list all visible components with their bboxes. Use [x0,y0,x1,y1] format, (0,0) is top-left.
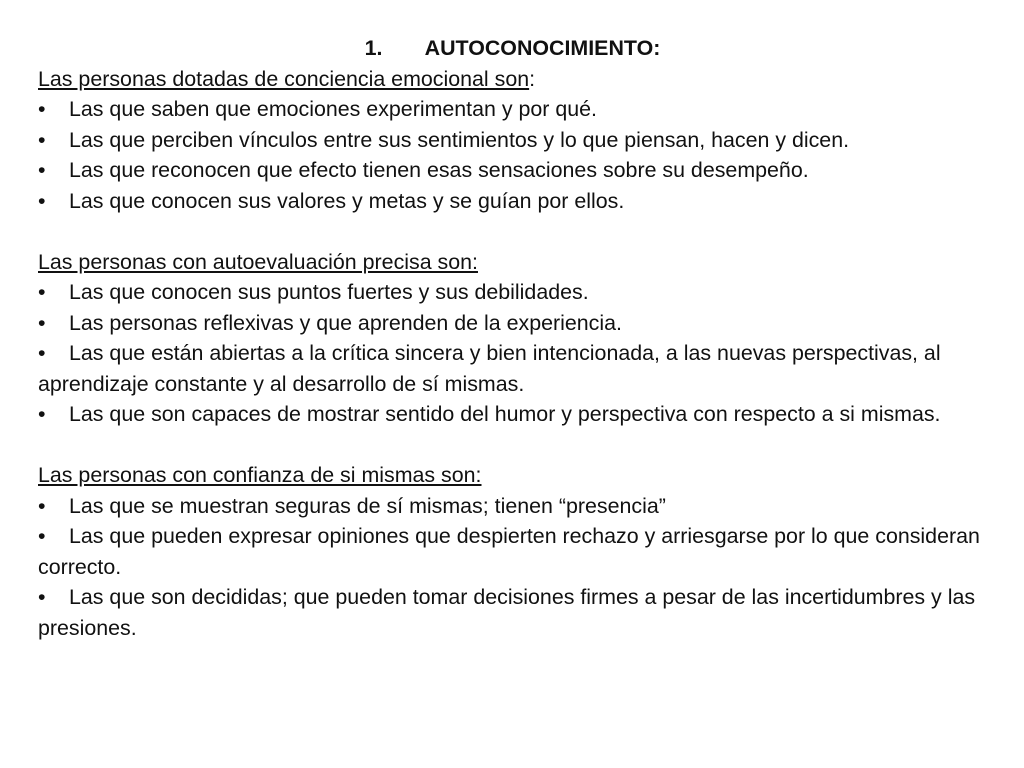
bullet-icon: • [38,310,46,335]
section-heading-line [38,460,1013,491]
section-heading-line [38,64,1013,95]
slide-title [38,33,1013,64]
slide-content [38,33,1013,643]
bullet-icon: • [38,493,46,518]
bullet-icon: • [38,524,46,548]
bullet-icon: • [38,97,46,121]
list-item [38,582,1013,643]
bullet-icon: • [38,280,46,304]
list-item-text: Las que conocen sus puntos fuertes y sus debilidades. [69,280,589,304]
list-item-text: Las que pueden expresar opiniones que despierten rechazo y arriesgarse por lo que consideran correcto. [38,524,980,579]
list-item [38,125,1013,156]
spacer [38,430,1013,461]
list-item [38,94,1013,125]
section-heading-colon: : [529,66,536,91]
bullet-icon: • [38,585,46,609]
list-item-text: Las que saben que emociones experimentan y por qué. [69,97,597,121]
list-item [38,155,1013,186]
spacer [38,216,1013,247]
section-confianza [38,460,1013,643]
list-item [38,308,1013,339]
bullet-icon: • [38,341,46,365]
section-heading: Las personas dotadas de conciencia emocional son [38,66,530,91]
section-autoevaluacion [38,247,1013,430]
list-item [38,186,1013,217]
list-item-text: Las que son decididas; que pueden tomar decisiones firmes a pesar de las incertidumbres y las presiones. [38,585,976,640]
list-item-text: Las personas reflexivas y que aprenden de la experiencia. [69,310,622,335]
section-heading-line [38,247,1013,278]
list-item-text: Las que conocen sus valores y metas y se guían por ellos. [69,188,625,213]
bullet-icon: • [38,158,46,182]
list-item [38,491,1013,522]
section-conciencia-emocional [38,64,1013,217]
list-item [38,277,1013,308]
title-text: AUTOCONOCIMIENTO: [424,36,661,60]
list-item [38,521,1013,582]
section-heading: Las personas con confianza de si mismas son: [38,463,482,487]
list-item-text: Las que están abiertas a la crítica sincera y bien intencionada, a las nuevas perspectivas, al aprendizaje constante y al desarrollo de sí mismas. [38,341,941,396]
section-heading: Las personas con autoevaluación precisa son: [38,249,478,274]
bullet-icon: • [38,402,46,426]
list-item-text: Las que perciben vínculos entre sus sentimientos y lo que piensan, hacen y dicen. [69,127,850,152]
list-item [38,399,1013,430]
bullet-icon: • [38,188,46,213]
bullet-icon: • [38,127,46,152]
list-item-text: Las que se muestran seguras de sí mismas; tienen “presencia” [69,493,666,518]
list-item [38,338,1013,399]
title-number: 1. [364,36,383,60]
list-item-text: Las que son capaces de mostrar sentido del humor y perspectiva con respecto a si mismas. [69,402,941,426]
list-item-text: Las que reconocen que efecto tienen esas sensaciones sobre su desempeño. [69,158,809,182]
